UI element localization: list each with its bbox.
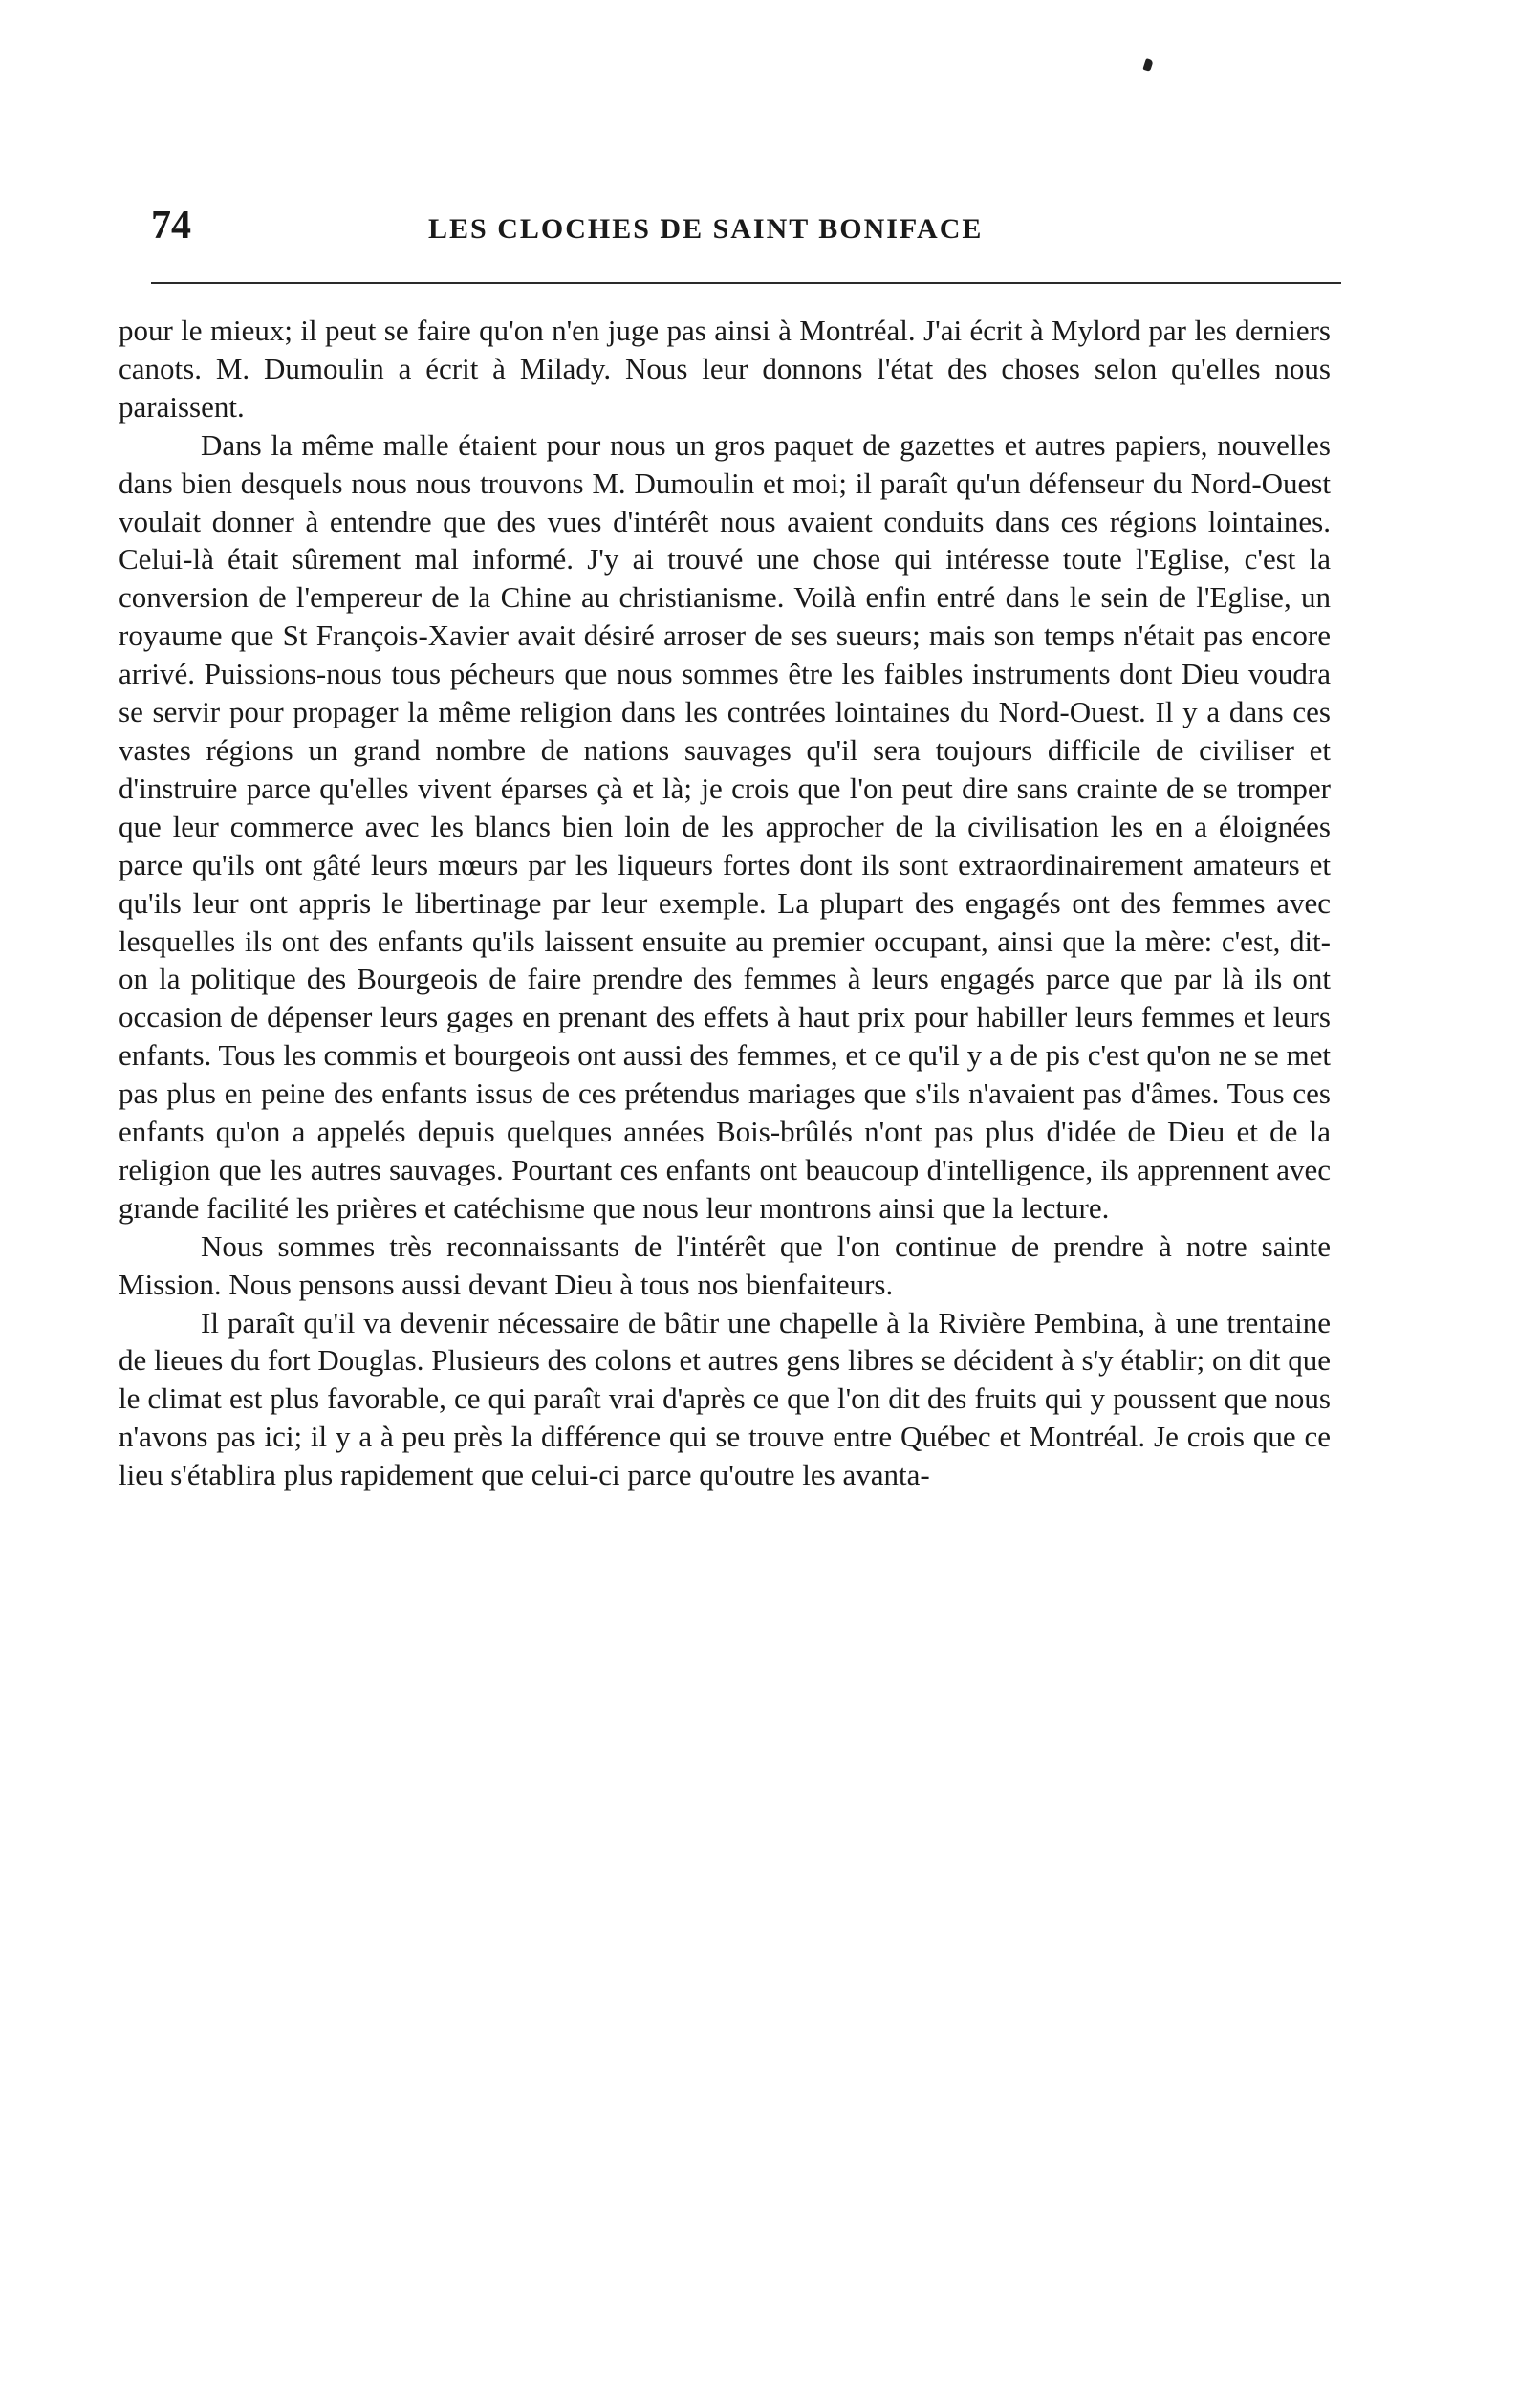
body-text	[119, 312, 1331, 1494]
paragraph: Nous sommes très reconnaissants de l'intérêt que l'on continue de prendre à notre sainte Mission. Nous pensons aussi devant Dieu à tous nos bienfaiteurs.	[119, 1228, 1331, 1301]
ink-speck	[1142, 58, 1153, 72]
paragraph: Dans la même malle étaient pour nous un gros paquet de gazettes et autres papiers, nouvelles dans bien desquels nous nous trouvons M. Dumoulin et moi; il paraît qu'un défenseur du Nord-Ouest voulait donner à entendre que des vues d'intérêt nous avaient conduits dans ces régions lointaines. Celui-là était sûrement mal informé. J'y ai trouvé une chose qui intéresse toute l'Eglise, c'est la conversion de l'empereur de la Chine au christianisme. Voilà enfin entré dans le sein de l'Eglise, un royaume que St François-Xavier avait désiré arroser de ses sueurs; mais son temps n'était pas encore arrivé. Puissions-nous tous pécheurs que nous sommes être les faibles instruments dont Dieu voudra se servir pour propager la même religion dans les contrées lointaines du Nord-Ouest. Il y a dans ces vastes régions un grand nombre de nations sauvages qu'il sera toujours difficile de civiliser et d'instruire parce qu'elles vivent éparses çà et là; je crois que l'on peut dire sans crainte de se tromper que leur commerce avec les blancs bien loin de les approcher de la civilisation les en a éloignées parce qu'ils ont gâté leurs mœurs par les liqueurs fortes dont ils sont extraordinairement amateurs et qu'ils leur ont appris le libertinage par leur exemple. La plupart des engagés ont des femmes avec lesquelles ils ont des enfants qu'ils laissent ensuite au premier occupant, ainsi que la mère: c'est, dit-on la politique des Bourgeois de faire prendre des femmes à leurs engagés parce que par là ils ont occasion de dépenser leurs gages en prenant des effets à haut prix pour habiller leurs femmes et leurs enfants. Tous les commis et bourgeois ont aussi des femmes, et ce qu'il y a de pis c'est qu'on ne se met pas plus en peine des enfants issus de ces prétendus mariages que s'ils n'avaient pas d'âmes. Tous ces enfants qu'on a appelés depuis quelques années Bois-brûlés n'ont pas plus d'idée de Dieu et de la religion que les autres sauvages. Pourtant ces enfants ont beaucoup d'intelligence, ils apprennent avec grande facilité les prières et catéchisme que nous leur montrons ainsi que la lecture.	[119, 427, 1331, 1225]
paragraph: Il paraît qu'il va devenir nécessaire de bâtir une chapelle à la Rivière Pembina, à une trentaine de lieues du fort Douglas. Plusieurs des colons et autres gens libres se décident à s'y établir; on dit que le climat est plus favorable, ce qui paraît vrai d'après ce que l'on dit des fruits qui y poussent que nous n'avons pas ici; il y a à peu près la différence qui se trouve entre Québec et Montréal. Je crois que ce lieu s'établira plus rapidement que celui-ci parce qu'outre les avanta-	[119, 1305, 1331, 1492]
running-head	[151, 197, 1341, 254]
book-title: LES CLOCHES DE SAINT BONIFACE	[428, 213, 984, 245]
paragraph-continued: pour le mieux; il peut se faire qu'on n'en juge pas ainsi à Montréal. J'ai écrit à Mylord par les derniers canots. M. Dumoulin a écrit à Milady. Nous leur donnons l'état des choses selon qu'elles nous paraissent.	[119, 314, 1331, 424]
header-rule	[151, 282, 1341, 284]
page-number: 74	[151, 204, 191, 248]
